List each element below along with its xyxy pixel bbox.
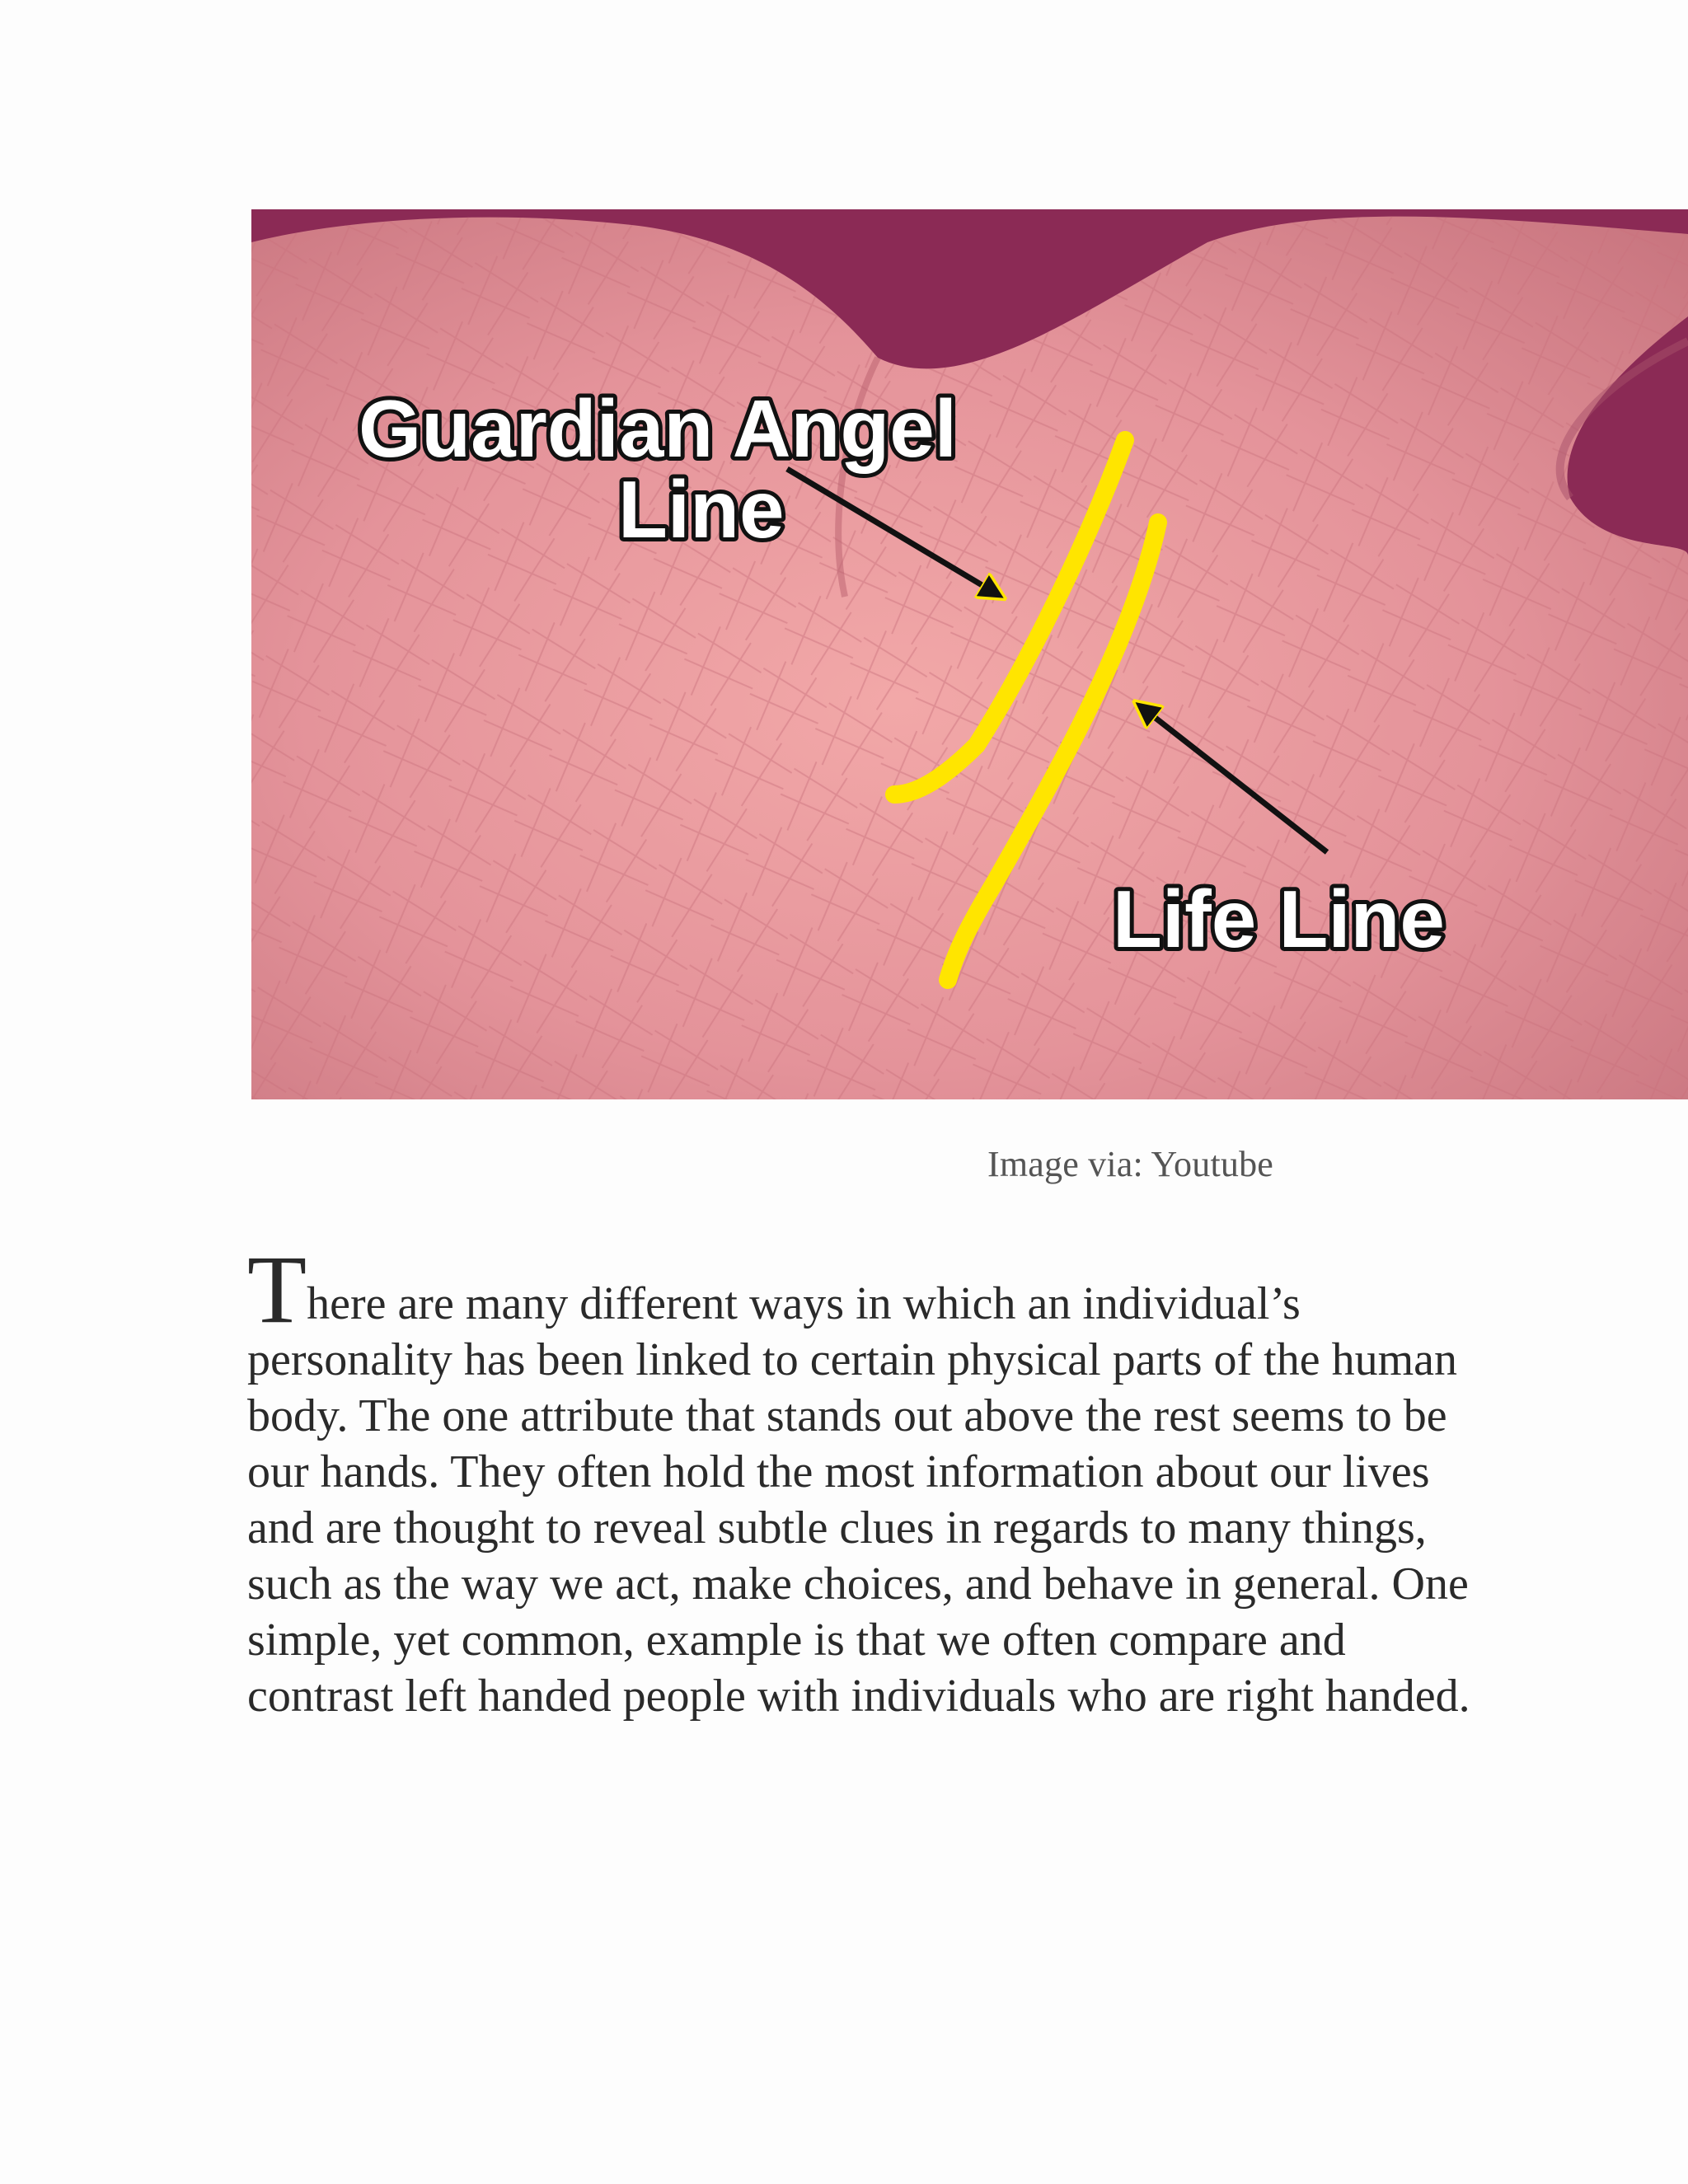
guardian-angel-label-line1: Guardian Angel [359, 383, 958, 474]
article-body-text: here are many different ways in which an individual’s personality has been linked to certain physical parts of the human body. The one attribute that stands out above the rest seems to be our hands. They often hold the most information about our lives and are thought to reveal subtle clues in regards to many things, such as the way we act, make choices, and behave in general. One simple, yet common, example is that we often compare and contrast left handed people with individuals who are right handed. [247, 1278, 1470, 1722]
image-caption: Image via: Youtube [987, 1144, 1274, 1184]
guardian-angel-label-line2: Line [618, 464, 785, 555]
article-paragraph [247, 1235, 1484, 1724]
life-line-label: Life Line [1113, 874, 1445, 964]
drop-cap: T [247, 1235, 307, 1343]
palm-image [251, 209, 1688, 1099]
